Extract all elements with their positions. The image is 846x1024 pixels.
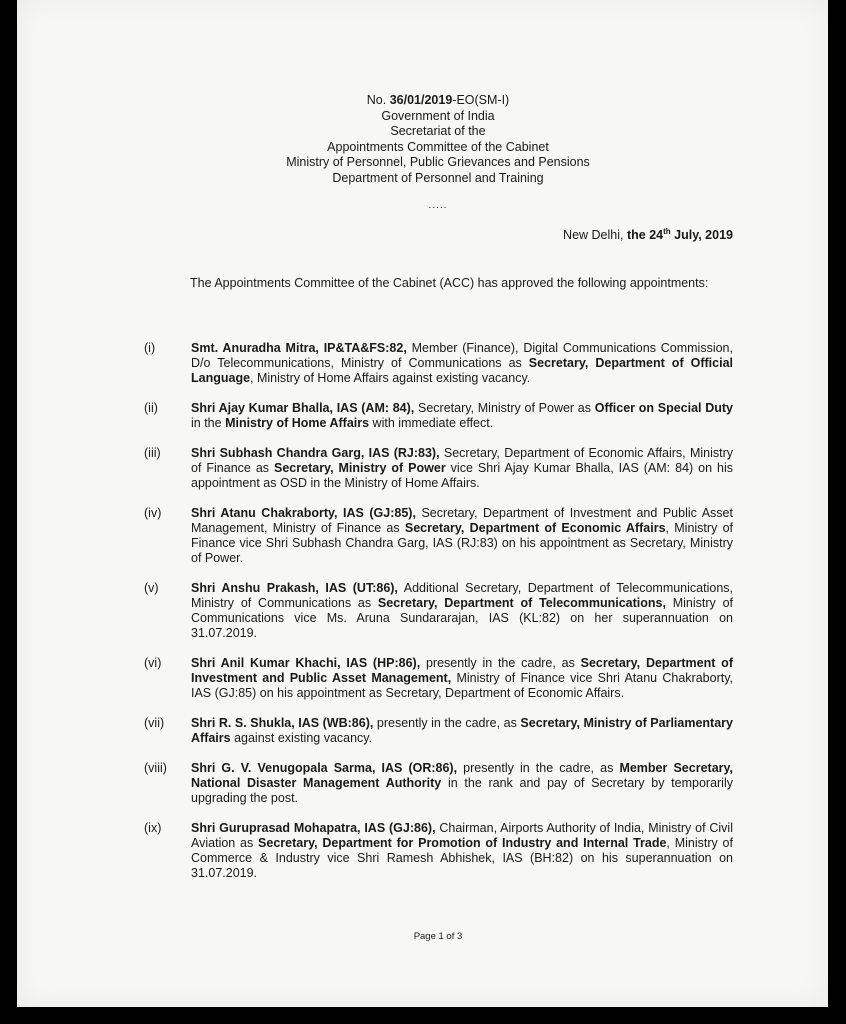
- order-number-main: 36/01/2019: [389, 93, 453, 107]
- list-item-number: (vii): [144, 716, 165, 730]
- list-item: [144, 446, 733, 491]
- list-item: [144, 581, 733, 641]
- list-item: [144, 716, 733, 746]
- list-item-text: Shri Subhash Chandra Garg, IAS (RJ:83), Secretary, Department of Economic Affairs, Ministry of Finance as Secretary, Ministry of Power vice Shri Ajay Kumar Bhalla, IAS (AM: 84) on his appointment as OSD in the Ministry of Home Affairs.: [191, 446, 734, 490]
- order-number: [17, 93, 846, 109]
- intro-paragraph: The Appointments Committee of the Cabinet (ACC) has approved the following appointments:: [190, 276, 709, 290]
- header-line-government: Government of India: [381, 108, 495, 123]
- list-item-number: (viii): [144, 761, 167, 775]
- header-line-department: Department of Personnel and Training: [332, 170, 544, 185]
- list-item: [144, 761, 733, 806]
- list-item-text: Shri Anshu Prakash, IAS (UT:86), Additional Secretary, Department of Telecommunications, Ministry of Communications as Secretary, Department of Telecommunications, Ministry of Communications vice Ms. Aruna Sundararajan, IAS (KL:82) on her superannuation on 31.07.2019.: [191, 581, 733, 640]
- dateline-place: New Delhi,: [563, 228, 627, 242]
- list-item-text: Shri Anil Kumar Khachi, IAS (HP:86), presently in the cadre, as Secretary, Department of Investment and Public Asset Management, Ministry of Finance vice Shri Atanu Chakraborty, IAS (GJ:85) on his appointment as Secretary, Department of Economic Affairs.: [191, 656, 733, 700]
- dateline-day: 24th: [649, 227, 671, 242]
- list-item-number: (vi): [144, 656, 162, 670]
- list-item: [144, 341, 733, 386]
- list-item-number: (iv): [144, 506, 162, 520]
- list-item-text: Shri R. S. Shukla, IAS (WB:86), presently in the cadre, as Secretary, Ministry of Parliamentary Affairs against existing vacancy.: [191, 716, 733, 745]
- page-number: Page 1 of 3: [413, 931, 463, 942]
- document-page: [17, 0, 828, 1007]
- list-item-number: (i): [144, 341, 156, 355]
- order-number-prefix: No.: [366, 93, 390, 107]
- list-item-text: Shri Ajay Kumar Bhalla, IAS (AM: 84), Secretary, Ministry of Power as Officer on Special Duty in the Ministry of Home Affairs with immediate effect.: [191, 401, 733, 430]
- dateline-the: the: [626, 228, 646, 242]
- list-item: [144, 401, 733, 431]
- header-line-committee: Appointments Committee of the Cabinet: [327, 139, 549, 154]
- list-item: [144, 506, 733, 566]
- list-item-number: (ii): [144, 401, 158, 415]
- list-item-number: (v): [144, 581, 159, 595]
- list-item-text: Shri G. V. Venugopala Sarma, IAS (OR:86), presently in the cadre, as Member Secretary, National Disaster Management Authority in the rank and pay of Secretary by temporarily upgrading the post.: [191, 761, 734, 805]
- dateline-day-suffix: th: [663, 227, 671, 236]
- list-item-number: (iii): [144, 446, 161, 460]
- header-line-ministry: Ministry of Personnel, Public Grievances and Pensions: [286, 155, 590, 170]
- dateline: [417, 227, 733, 243]
- list-item: [144, 656, 733, 701]
- dateline-month-year: July, 2019: [674, 228, 733, 242]
- header-line-secretariat: Secretariat of the: [390, 124, 486, 139]
- list-item-number: (ix): [144, 821, 162, 835]
- list-item-text: Smt. Anuradha Mitra, IP&TA&FS:82, Member (Finance), Digital Communications Commission, D/o Telecommunications, Ministry of Communications as Secretary, Department of Official Language, Ministry of Home Affairs against existing vacancy.: [191, 341, 733, 385]
- document-header: [17, 93, 846, 187]
- header-separator: .....: [428, 200, 448, 211]
- list-item-text: Shri Atanu Chakraborty, IAS (GJ:85), Secretary, Department of Investment and Public Asset Management, Ministry of Finance as Secretary, Department of Economic Affairs, Ministry of Finance vice Shri Subhash Chandra Garg, IAS (RJ:83) on his appointment as Secretary, Ministry of Power.: [191, 506, 733, 565]
- list-item-text: Shri Guruprasad Mohapatra, IAS (GJ:86), Chairman, Airports Authority of India, Ministry of Civil Aviation as Secretary, Department for Promotion of Industry and Internal Trade, Ministry of Commerce & Industry vice Shri Ramesh Abhishek, IAS (BH:82) on his superannuation on 31.07.2019.: [191, 821, 733, 880]
- order-number-suffix: -EO(SM-I): [452, 93, 510, 107]
- list-item: [144, 821, 733, 881]
